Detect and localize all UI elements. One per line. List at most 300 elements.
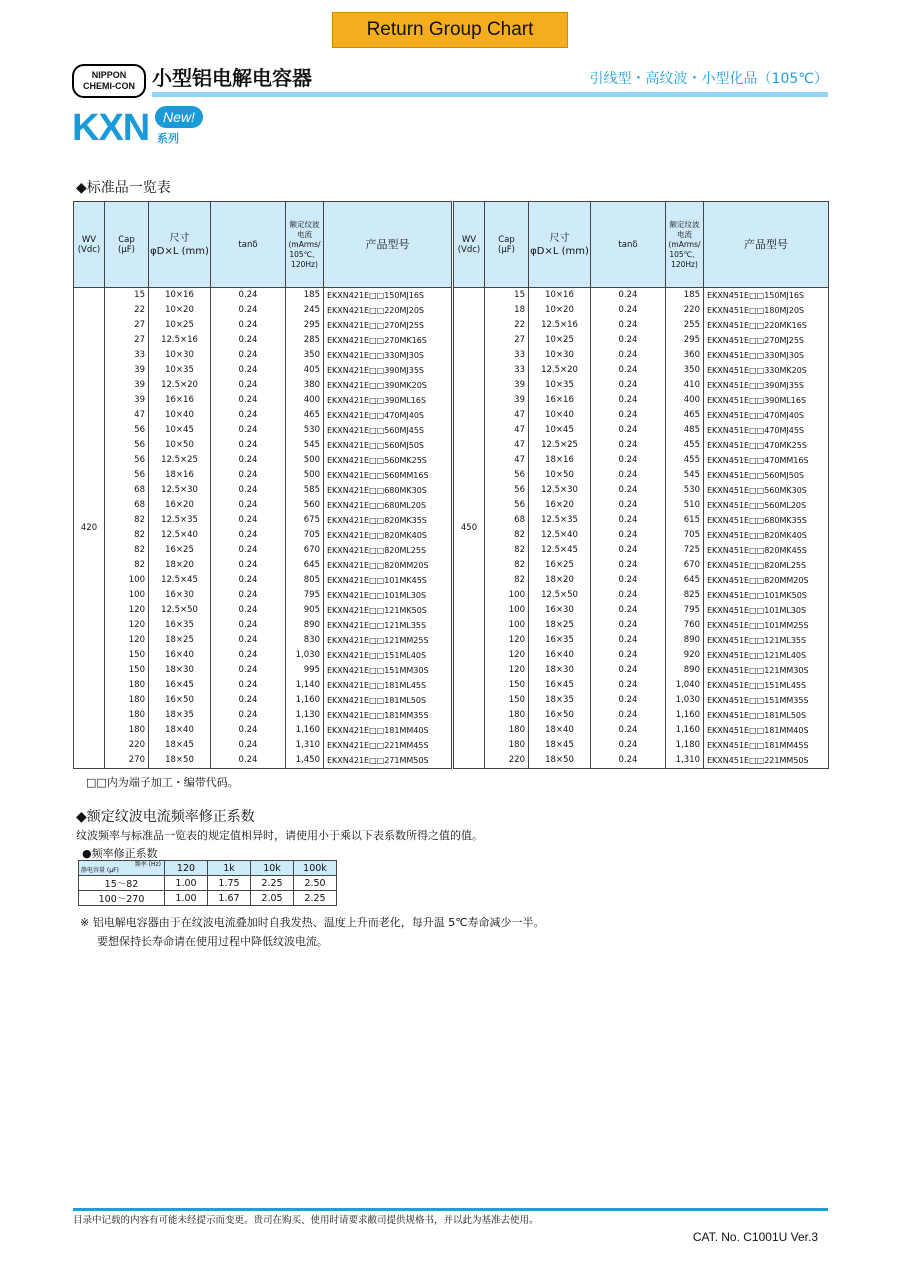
ripple-value: 675 [286,513,324,528]
tan-value: 0.24 [211,588,286,603]
table-row [454,738,829,753]
spec-table-header [454,202,829,288]
col-cap: Cap (μF) [485,202,529,288]
cap-value: 47 [485,408,529,423]
table-row [454,453,829,468]
size-value: 18×25 [529,618,591,633]
table-row [454,393,829,408]
table-row [454,378,829,393]
ripple-value: 530 [666,483,704,498]
size-value: 16×40 [529,648,591,663]
ripple-value: 500 [286,468,324,483]
part-number: EKXN451E□□181MM40S [704,723,829,738]
tan-value: 0.24 [211,603,286,618]
cap-value: 56 [105,423,149,438]
part-number: EKXN451E□□560MK30S [704,483,829,498]
size-value: 12.5×45 [529,543,591,558]
size-value: 12.5×35 [529,513,591,528]
tan-value: 0.24 [591,573,666,588]
part-number: EKXN451E□□101MK50S [704,588,829,603]
part-number: EKXN451E□□330MJ30S [704,348,829,363]
table-row [454,408,829,423]
size-value: 12.5×30 [529,483,591,498]
cap-value: 33 [105,348,149,363]
table-row [74,693,452,708]
new-badge: New! [155,106,203,128]
part-number: EKXN451E□□181ML50S [704,708,829,723]
table-row [454,588,829,603]
tan-value: 0.24 [591,738,666,753]
ripple-value: 830 [286,633,324,648]
size-value: 16×45 [149,678,211,693]
nippon-chemi-con-logo [72,64,146,98]
tan-value: 0.24 [591,648,666,663]
part-number: EKXN451E□□101MM25S [704,618,829,633]
size-value: 10×30 [529,348,591,363]
tan-value: 0.24 [211,558,286,573]
part-number: EKXN421E□□220MJ20S [324,303,452,318]
size-value: 12.5×30 [149,483,211,498]
table-row [74,363,452,378]
part-number: EKXN451E□□270MJ25S [704,333,829,348]
size-value: 12.5×45 [149,573,211,588]
part-number: EKXN421E□□181MM40S [324,723,452,738]
ripple-value: 1,310 [286,738,324,753]
cap-range: 15～82 [79,876,165,891]
table-row [74,288,452,304]
part-number: EKXN421E□□820MK40S [324,528,452,543]
cap-value: 15 [105,288,149,304]
tan-value: 0.24 [211,438,286,453]
table-row [74,303,452,318]
cap-value: 56 [105,453,149,468]
size-value: 10×30 [149,348,211,363]
cap-value: 56 [105,438,149,453]
catalog-number: CAT. No. C1001U Ver.3 [692,1230,818,1244]
ripple-value: 670 [666,558,704,573]
ripple-value: 400 [666,393,704,408]
part-number: EKXN421E□□101MK45S [324,573,452,588]
size-value: 10×50 [529,468,591,483]
table-row [74,633,452,648]
table-row [74,453,452,468]
cap-value: 18 [485,303,529,318]
table-row [454,618,829,633]
part-number: EKXN421E□□820MM20S [324,558,452,573]
part-number: EKXN421E□□121MK50S [324,603,452,618]
part-number: EKXN451E□□151MM35S [704,693,829,708]
ripple-value: 1,030 [666,693,704,708]
col-part: 产品型号 [704,202,829,288]
table-row [454,753,829,769]
ripple-value: 500 [286,453,324,468]
coefficient: 1.75 [208,876,251,891]
tan-value: 0.24 [591,408,666,423]
tan-value: 0.24 [211,528,286,543]
part-number: EKXN421E□□221MM45S [324,738,452,753]
tan-value: 0.24 [211,318,286,333]
tan-value: 0.24 [211,303,286,318]
part-number: EKXN421E□□270MK16S [324,333,452,348]
table-row [454,648,829,663]
size-value: 12.5×35 [149,513,211,528]
tan-value: 0.24 [211,333,286,348]
table-row [74,498,452,513]
part-number: EKXN421E□□560MJ50S [324,438,452,453]
table-row [74,708,452,723]
ripple-value: 405 [286,363,324,378]
table-row [454,483,829,498]
table-row [454,558,829,573]
spec-table-450v [453,201,829,769]
ripple-value: 455 [666,453,704,468]
tan-value: 0.24 [591,588,666,603]
table-row [74,558,452,573]
cap-value: 120 [105,603,149,618]
ripple-value: 670 [286,543,324,558]
ripple-value: 905 [286,603,324,618]
part-number: EKXN421E□□181ML50S [324,693,452,708]
table-row [454,333,829,348]
part-number: EKXN421E□□680MK30S [324,483,452,498]
table-row [74,588,452,603]
size-value: 16×45 [529,678,591,693]
part-number: EKXN421E□□470MJ40S [324,408,452,423]
tan-value: 0.24 [211,708,286,723]
tan-value: 0.24 [211,378,286,393]
cap-value: 56 [105,468,149,483]
cap-value: 220 [485,753,529,769]
part-number: EKXN451E□□820MM20S [704,573,829,588]
cap-value: 180 [105,708,149,723]
cap-value: 180 [485,738,529,753]
part-number: EKXN451E□□820MK40S [704,528,829,543]
table-row [74,573,452,588]
ripple-value: 1,160 [286,723,324,738]
size-value: 10×16 [149,288,211,304]
ripple-value: 255 [666,318,704,333]
cap-value: 150 [105,663,149,678]
part-number: EKXN451E□□470MK25S [704,438,829,453]
freq-correction-description: 纹波频率与标准品一览表的规定值相异时，请使用小于乘以下表系数所得之值的值。 [76,829,483,842]
freq-coefficient-table [78,860,337,906]
cap-value: 120 [105,618,149,633]
ripple-value: 530 [286,423,324,438]
tan-value: 0.24 [591,618,666,633]
col-size: 尺寸 φD×L (mm) [529,202,591,288]
cap-value: 47 [485,423,529,438]
part-number: EKXN451E□□680MK35S [704,513,829,528]
freq-table-row [79,876,337,891]
cap-value: 39 [105,363,149,378]
tan-value: 0.24 [591,663,666,678]
cap-value: 82 [105,528,149,543]
table-row [454,633,829,648]
tan-value: 0.24 [211,498,286,513]
part-number: EKXN421E□□560MJ45S [324,423,452,438]
table-row [74,738,452,753]
table-row [454,708,829,723]
terminal-code-note: □□内为端子加工・编带代码。 [86,776,239,789]
size-value: 10×16 [529,288,591,304]
table-row [454,543,829,558]
tan-value: 0.24 [591,318,666,333]
ripple-value: 380 [286,378,324,393]
coefficient: 2.25 [251,876,294,891]
ripple-value: 645 [286,558,324,573]
series-code: KXN [72,107,150,149]
ripple-value: 920 [666,648,704,663]
table-row [454,423,829,438]
cap-value: 100 [485,603,529,618]
tan-value: 0.24 [591,558,666,573]
part-number: EKXN451E□□390MJ35S [704,378,829,393]
size-value: 10×25 [149,318,211,333]
cap-value: 82 [485,543,529,558]
cap-value: 82 [105,558,149,573]
ripple-value: 1,160 [666,708,704,723]
cap-value: 33 [485,363,529,378]
part-number: EKXN451E□□121MM30S [704,663,829,678]
part-number: EKXN451E□□221MM50S [704,753,829,769]
ripple-value: 890 [666,663,704,678]
cap-value: 120 [485,663,529,678]
footer-rule [73,1208,828,1211]
size-value: 18×45 [149,738,211,753]
ripple-value: 510 [666,498,704,513]
cap-value: 180 [485,708,529,723]
ripple-value: 795 [666,603,704,618]
size-value: 16×25 [149,543,211,558]
table-row [454,723,829,738]
wv-value: 420 [74,288,105,769]
size-value: 12.5×40 [149,528,211,543]
spec-table-420v [73,201,452,769]
ripple-value: 825 [666,588,704,603]
table-row [74,663,452,678]
tan-value: 0.24 [591,678,666,693]
size-value: 16×20 [529,498,591,513]
cap-value: 68 [105,498,149,513]
size-value: 18×35 [529,693,591,708]
part-number: EKXN451E□□390ML16S [704,393,829,408]
size-value: 12.5×50 [529,588,591,603]
table-row [74,648,452,663]
part-number: EKXN451E□□181MM45S [704,738,829,753]
part-number: EKXN451E□□470MJ40S [704,408,829,423]
tan-value: 0.24 [591,468,666,483]
table-row [454,528,829,543]
cap-value: 56 [485,498,529,513]
cap-value: 27 [485,333,529,348]
cap-value: 100 [485,588,529,603]
cap-value: 27 [105,333,149,348]
ripple-value: 1,450 [286,753,324,769]
ripple-value: 465 [666,408,704,423]
part-number: EKXN451E□□470MM16S [704,453,829,468]
ripple-value: 560 [286,498,324,513]
table-row [454,318,829,333]
size-value: 18×45 [529,738,591,753]
freq-header: 1k [208,861,251,876]
size-value: 18×30 [529,663,591,678]
ripple-value: 545 [286,438,324,453]
ripple-value: 1,040 [666,678,704,693]
ripple-value: 350 [286,348,324,363]
part-number: EKXN421E□□270MJ25S [324,318,452,333]
cap-value: 180 [485,723,529,738]
tan-value: 0.24 [591,348,666,363]
cap-value: 100 [485,618,529,633]
coefficient: 2.25 [294,891,337,906]
cap-value: 270 [105,753,149,769]
col-wv: WV (Vdc) [454,202,485,288]
part-number: EKXN421E□□390MK20S [324,378,452,393]
tan-value: 0.24 [211,483,286,498]
ripple-value: 615 [666,513,704,528]
tan-value: 0.24 [591,483,666,498]
tan-value: 0.24 [211,348,286,363]
ripple-value: 455 [666,438,704,453]
size-value: 10×25 [529,333,591,348]
cap-value: 120 [485,633,529,648]
tan-value: 0.24 [211,618,286,633]
coefficient: 1.67 [208,891,251,906]
ripple-value: 410 [666,378,704,393]
cap-value: 150 [105,648,149,663]
cap-value: 68 [485,513,529,528]
ripple-value: 1,160 [666,723,704,738]
part-number: EKXN421E□□680ML20S [324,498,452,513]
tan-value: 0.24 [591,393,666,408]
size-value: 12.5×40 [529,528,591,543]
size-value: 18×40 [149,723,211,738]
ripple-value: 795 [286,588,324,603]
size-value: 10×50 [149,438,211,453]
part-number: EKXN421E□□121ML35S [324,618,452,633]
col-size: 尺寸 φD×L (mm) [149,202,211,288]
tan-value: 0.24 [591,603,666,618]
tan-value: 0.24 [591,708,666,723]
ripple-value: 465 [286,408,324,423]
tan-value: 0.24 [211,663,286,678]
table-row [454,363,829,378]
coefficient: 1.00 [165,876,208,891]
page-title: 小型铝电解电容器 [152,66,312,90]
col-ripple: 额定纹波 电流 (mArms/ 105℃、 120Hz) [666,202,704,288]
cap-value: 82 [485,528,529,543]
size-value: 12.5×20 [529,363,591,378]
page-subtitle: 引线型・高纹波・小型化品（105℃） [589,71,828,87]
ripple-value: 1,180 [666,738,704,753]
part-number: EKXN451E□□150MJ16S [704,288,829,304]
cap-value: 150 [485,678,529,693]
table-row [74,723,452,738]
cap-value: 27 [105,318,149,333]
cap-value: 180 [105,678,149,693]
table-row [74,618,452,633]
return-group-chart-button[interactable]: Return Group Chart [332,12,568,48]
size-value: 10×20 [149,303,211,318]
part-number: EKXN451E□□560MJ50S [704,468,829,483]
table-row [454,498,829,513]
table-row [74,348,452,363]
freq-header: 120 [165,861,208,876]
coefficient: 2.50 [294,876,337,891]
table-row [74,483,452,498]
life-note-line2: 要想保持长寿命请在使用过程中降低纹波电流。 [97,935,328,948]
size-value: 18×16 [149,468,211,483]
size-value: 12.5×25 [529,438,591,453]
part-number: EKXN451E□□121ML40S [704,648,829,663]
ripple-value: 185 [666,288,704,304]
tan-value: 0.24 [591,378,666,393]
ripple-value: 545 [666,468,704,483]
cap-value: 68 [105,483,149,498]
logo-line1: NIPPON [91,70,127,80]
ripple-value: 285 [286,333,324,348]
table-row [454,288,829,304]
size-value: 10×45 [529,423,591,438]
series-suffix: 系列 [157,132,179,145]
size-value: 10×40 [149,408,211,423]
size-value: 18×50 [529,753,591,769]
part-number: EKXN421E□□390MJ35S [324,363,452,378]
ripple-value: 485 [666,423,704,438]
part-number: EKXN451E□□180MJ20S [704,303,829,318]
cap-value: 33 [485,348,529,363]
part-number: EKXN421E□□560MM16S [324,468,452,483]
table-row [74,318,452,333]
tan-value: 0.24 [211,738,286,753]
part-number: EKXN421E□□181MM35S [324,708,452,723]
freq-coefficient-subheading: ●频率修正系数 [82,847,158,860]
cap-value: 22 [105,303,149,318]
ripple-value: 295 [286,318,324,333]
table-row [74,438,452,453]
freq-table-row [79,891,337,906]
part-number: EKXN421E□□560MK25S [324,453,452,468]
table-row [454,678,829,693]
table-row [74,423,452,438]
coefficient: 2.05 [251,891,294,906]
table-row [74,393,452,408]
part-number: EKXN421E□□330MJ30S [324,348,452,363]
cap-value: 47 [485,438,529,453]
tan-value: 0.24 [591,333,666,348]
ripple-value: 725 [666,543,704,558]
part-number: EKXN421E□□390ML16S [324,393,452,408]
cap-value: 180 [105,723,149,738]
freq-table-corner [79,861,165,876]
ripple-value: 645 [666,573,704,588]
col-ripple: 额定纹波 电流 (mArms/ 105℃、 120Hz) [286,202,324,288]
tan-value: 0.24 [591,303,666,318]
part-number: EKXN421E□□151MM30S [324,663,452,678]
cap-value: 82 [485,558,529,573]
ripple-value: 1,030 [286,648,324,663]
size-value: 12.5×20 [149,378,211,393]
cap-value: 82 [105,543,149,558]
table-row [74,603,452,618]
table-row [454,303,829,318]
tan-value: 0.24 [591,288,666,304]
tan-value: 0.24 [591,453,666,468]
tan-value: 0.24 [211,513,286,528]
tan-value: 0.24 [211,693,286,708]
table-row [74,753,452,769]
tan-value: 0.24 [211,573,286,588]
